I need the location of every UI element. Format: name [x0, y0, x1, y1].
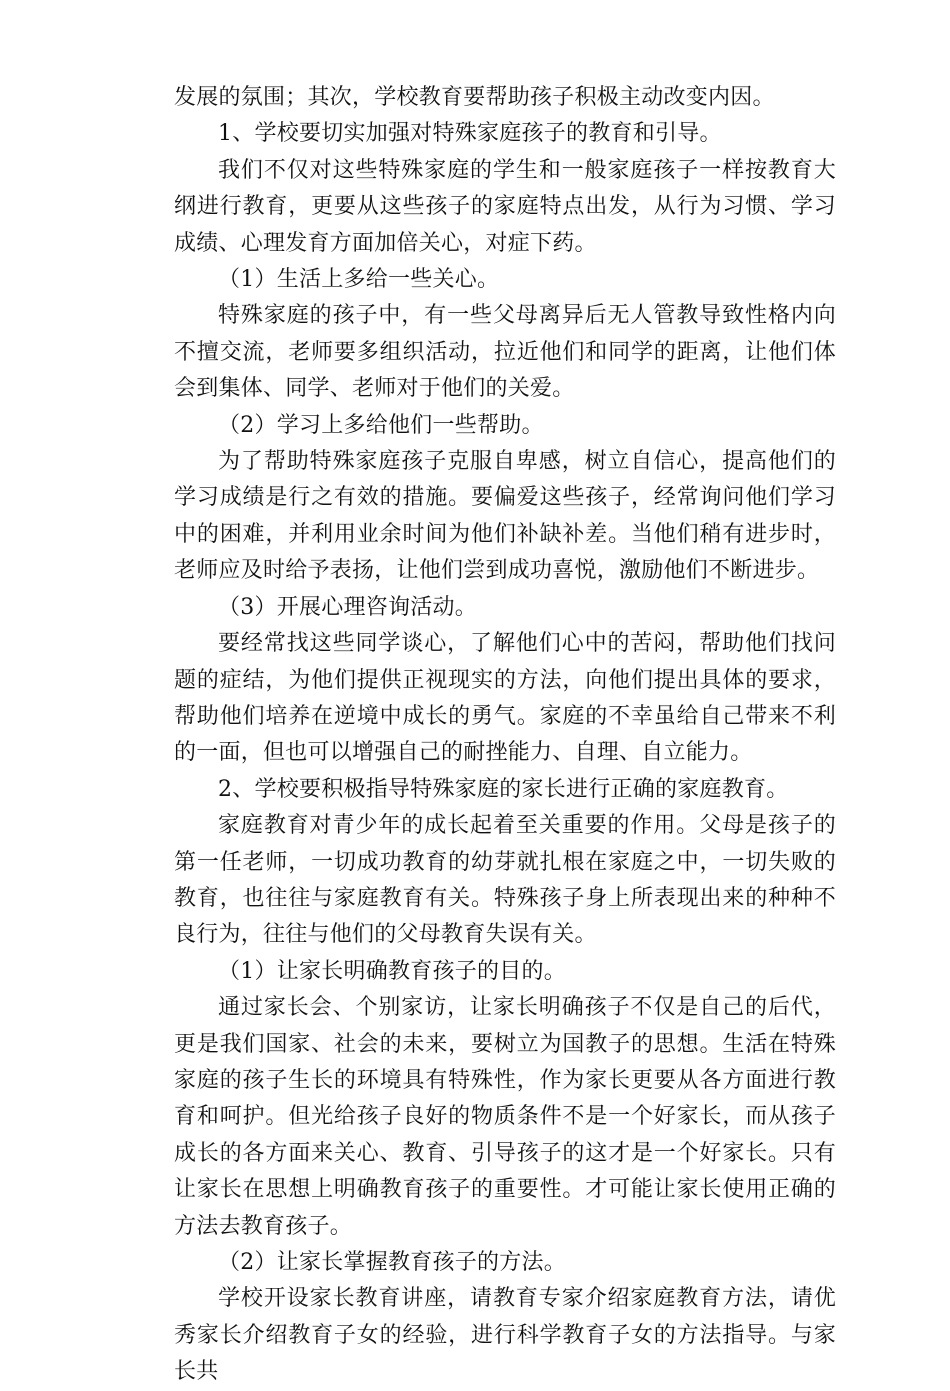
paragraph: 通过家长会、个别家访，让家长明确孩子不仅是自己的后代，更是我们国家、社会的未来，要树立为国教子的思想。生活在特殊家庭的孩子生长的环境具有特殊性，作为家长更要从各方面进行教育和呵护。但光给孩子良好的物质条件不是一个好家长，而从孩子成长的各方面来关心、教育、引导孩子的这才是一个好家长。只有让家长在思想上明确教育孩子的重要性。才可能让家长使用正确的方法去教育孩子。: [174, 995, 836, 1239]
subheading-counseling: （3）开展心理咨询活动。: [218, 594, 477, 620]
paragraph: 为了帮助特殊家庭孩子克服自卑感，树立自信心，提高他们的学习成绩是行之有效的措施。要偏爱这些孩子，经常询问他们学习中的困难，并利用业余时间为他们补缺补差。当他们稍有进步时，老师应及时给予表扬，让他们尝到成功喜悦，激励他们不断进步。: [174, 449, 836, 584]
subheading-study-help: （2）学习上多给他们一些帮助。: [218, 412, 544, 438]
subheading-education-method: （2）让家长掌握教育孩子的方法。: [218, 1250, 566, 1275]
paragraph: 家庭教育对青少年的成长起着至关重要的作用。父母是孩子的第一任老师，一切成功教育的幼芽就扎根在家庭之中，一切失败的教育，也往往与家庭教育有关。特殊孩子身上所表现出来的种种不良行为，往往与他们的父母教育失误有关。: [174, 813, 836, 948]
paragraph: 学校开设家长教育讲座，请教育专家介绍家庭教育方法，请优秀家长介绍教育子女的经验，进行科学教育子女的方法指导。与家长共: [174, 1286, 836, 1385]
paragraph: 要经常找这些同学谈心，了解他们心中的苦闷，帮助他们找问题的症结，为他们提供正视现实的方法，向他们提出具体的要求，帮助他们培养在逆境中成长的勇气。家庭的不幸虽给自己带来不利的一面，但也可以增强自己的耐挫能力、自理、自立能力。: [174, 631, 836, 766]
document-body: [174, 80, 836, 1391]
paragraph-continuation: 发展的氛围；其次，学校教育要帮助孩子积极主动改变内因。: [174, 85, 775, 110]
section-heading-2: 2、学校要积极指导特殊家庭的家长进行正确的家庭教育。: [218, 776, 789, 802]
subheading-education-purpose: （1）让家长明确教育孩子的目的。: [218, 958, 566, 984]
paragraph: 我们不仅对这些特殊家庭的学生和一般家庭孩子一样按教育大纲进行教育，更要从这些孩子的家庭特点出发，从行为习惯、学习成绩、心理发育方面加倍关心，对症下药。: [174, 157, 836, 256]
subheading-life-care: （1）生活上多给一些关心。: [218, 267, 500, 293]
section-heading-1: 1、学校要切实加强对特殊家庭孩子的教育和引导。: [218, 121, 722, 147]
paragraph: 特殊家庭的孩子中，有一些父母离异后无人管教导致性格内向不擅交流，老师要多组织活动，拉近他们和同学的距离，让他们体会到集体、同学、老师对于他们的关爱。: [174, 303, 836, 402]
